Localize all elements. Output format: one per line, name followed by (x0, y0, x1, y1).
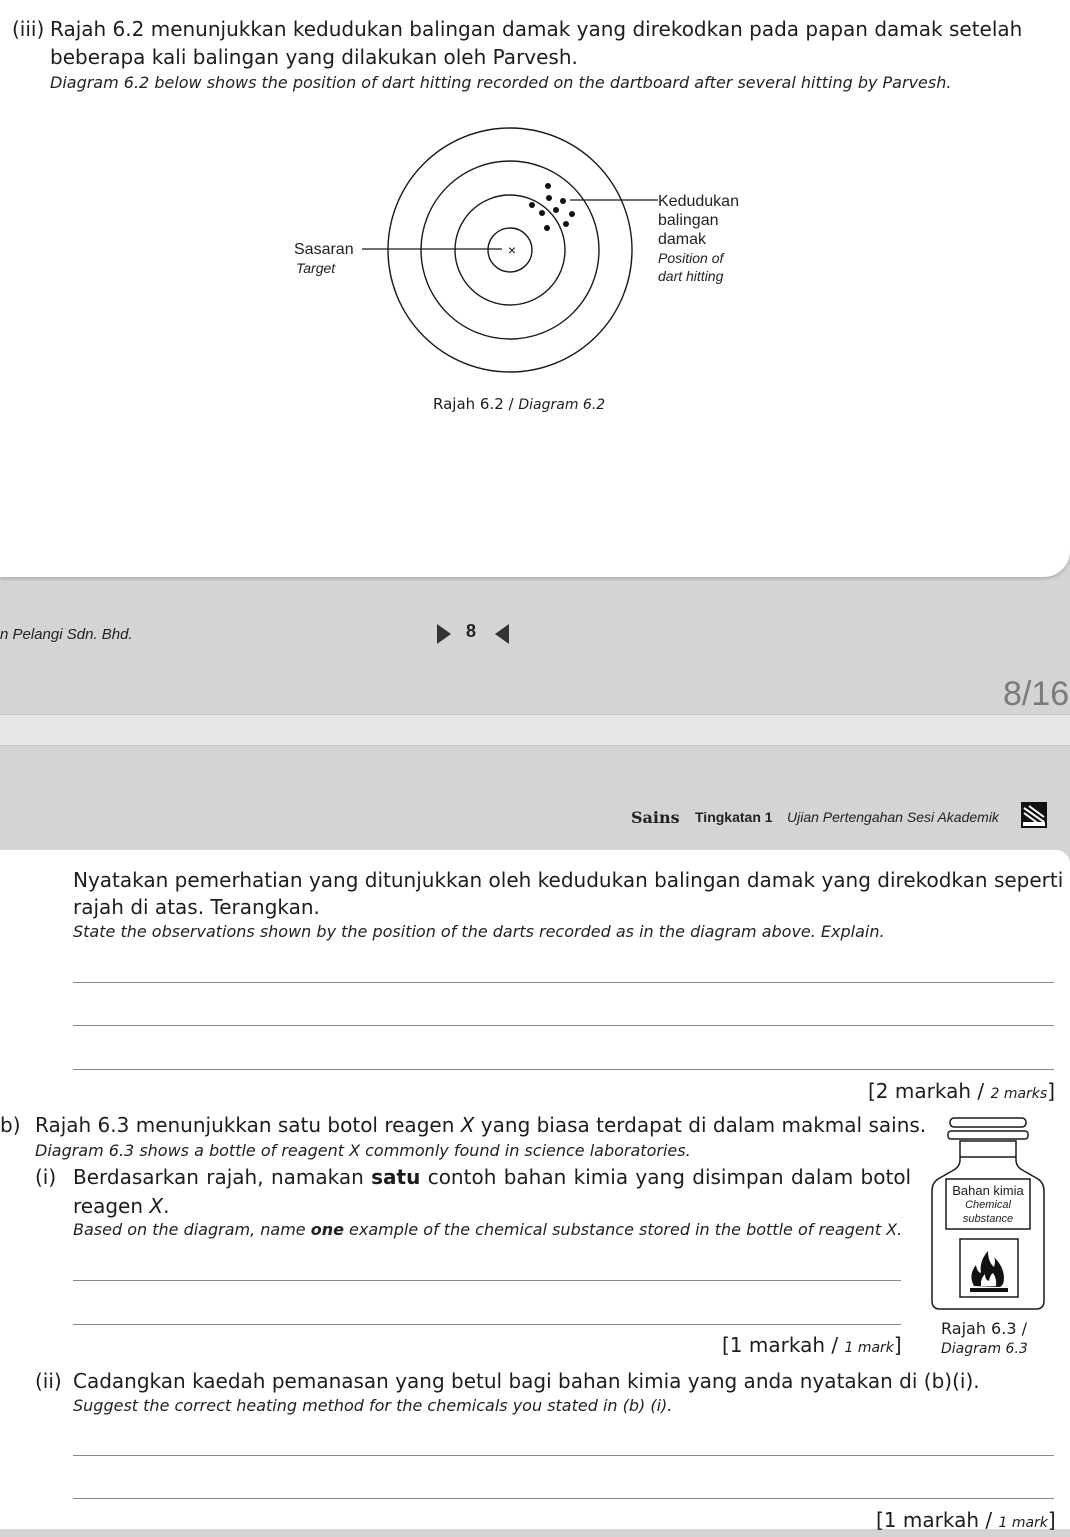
dart-hit (539, 210, 545, 216)
q-bi-eng-pre: Based on the diagram, name (73, 1220, 311, 1239)
label-target-english: Target (296, 260, 336, 276)
q-bi-eng-bold: one (310, 1220, 344, 1239)
obs-question-malay-line1: Nyatakan pemerhatian yang ditunjukkan oleh kedudukan balingan damak yang direkodkan seperti (73, 868, 1064, 892)
label-position-english-1: Position of (658, 250, 724, 266)
answer-line (73, 1069, 1054, 1070)
page-divider-strip (0, 714, 1070, 746)
question-bii-english: Suggest the correct heating method for the chemicals you stated in (b) (i). (73, 1396, 673, 1415)
page-counter: 8/16 (1003, 675, 1070, 713)
q-b-malay-x: X (460, 1113, 475, 1137)
marks-3 (876, 1507, 1056, 1537)
q-b-malay-pre: Rajah 6.3 menunjukkan satu botol reagen (35, 1113, 461, 1137)
answer-line (73, 1025, 1054, 1026)
page-number: 8 (466, 621, 477, 641)
bottle-caption-english: Diagram 6.3 (941, 1341, 1028, 1357)
marks-2-english: 2 marks (990, 1086, 1048, 1102)
marks-3-english: 1 mark (998, 1515, 1048, 1531)
dart-hit (544, 225, 550, 231)
bottle-stopper-top (950, 1118, 1026, 1127)
publisher-name: n Pelangi Sdn. Bhd. (0, 626, 133, 643)
marks-3-malay: [1 markah / (876, 1508, 999, 1532)
question-bi-number: (i) (35, 1165, 57, 1189)
label-position-english-2: dart hitting (658, 268, 724, 284)
marks-1-malay: [1 markah / (722, 1333, 845, 1357)
marks-1-english: 1 mark (844, 1340, 894, 1356)
question-iii-english: Diagram 6.2 below shows the position of dart hitting recorded on the dartboard after several hitting by Parvesh. (50, 73, 952, 92)
diagram-6-2-caption (433, 395, 605, 413)
header-exam: Ujian Pertengahan Sesi Akademik (787, 809, 999, 825)
label-position-malay-2: balingan (658, 212, 719, 229)
dart-hit (563, 221, 569, 227)
obs-question-malay-line2: rajah di atas. Terangkan. (73, 895, 320, 919)
marks-3-close: ] (1047, 1508, 1056, 1532)
answer-line (73, 1324, 901, 1325)
marks-2-malay: [2 markah / (868, 1079, 991, 1103)
answer-line (73, 982, 1054, 983)
bottle-label-english-2: substance (962, 1213, 1014, 1225)
marks-2 (868, 1078, 1055, 1108)
caption-english: Diagram 6.2 (518, 397, 606, 413)
answer-line (73, 1280, 901, 1281)
question-b-english: Diagram 6.3 shows a bottle of reagent X commonly found in science laboratories. (35, 1141, 691, 1160)
caption-malay: Rajah 6.2 / (433, 395, 519, 413)
answer-line (73, 1455, 1054, 1456)
page-arrow-right-icon (437, 624, 451, 644)
dart-hit (553, 207, 559, 213)
q-bi-malay-post: contoh bahan kimia yang disimpan dalam botol (420, 1165, 912, 1189)
question-iii-malay-line2: beberapa kali balingan yang dilakukan oleh Parvesh. (50, 45, 578, 69)
marks-1-close: ] (893, 1333, 902, 1357)
question-bi-malay-line1 (73, 1164, 911, 1191)
q-bi-line2-x: X (149, 1194, 164, 1218)
marks-2-close: ] (1047, 1079, 1056, 1103)
q-bi-line2-post: . (163, 1194, 170, 1218)
question-bi-malay-line2 (73, 1193, 169, 1220)
q-bi-malay-bold: satu (371, 1165, 421, 1189)
question-b-number: b) (0, 1113, 21, 1137)
header-form: Tingkatan 1 (695, 809, 773, 825)
bottle-label-english-1: Chemical (965, 1199, 1011, 1211)
marks-1 (722, 1332, 902, 1362)
question-bii-malay: Cadangkan kaedah pemanasan yang betul bagi bahan kimia yang anda nyatakan di (b)(i). (73, 1369, 980, 1393)
center-mark: × (507, 242, 517, 258)
q-bi-malay-pre: Berdasarkan rajah, namakan (73, 1165, 372, 1189)
bottle-label-malay: Bahan kimia (952, 1183, 1024, 1198)
question-bi-english (73, 1219, 902, 1241)
bottle-caption-malay: Rajah 6.3 / (941, 1319, 1027, 1338)
header-subject: Sains (631, 808, 680, 827)
obs-question-english: State the observations shown by the position of the darts recorded as in the diagram above. Explain. (73, 922, 885, 941)
question-iii-malay-line1: Rajah 6.2 menunjukkan kedudukan balingan damak yang direkodkan pada papan damak setelah (50, 17, 1023, 41)
question-iii-number: (iii) (12, 17, 45, 41)
dart-hit (529, 202, 535, 208)
label-position-malay-3: damak (658, 231, 707, 248)
label-position-malay-1: Kedudukan (658, 193, 739, 210)
dart-hit (546, 195, 552, 201)
bottle-stopper-collar (948, 1131, 1028, 1139)
page-arrow-left-icon (495, 624, 509, 644)
question-bii-number: (ii) (35, 1369, 62, 1393)
publisher-logo-icon (1021, 802, 1047, 828)
question-b-malay (35, 1112, 926, 1139)
q-bi-line2-pre: reagen (73, 1194, 150, 1218)
answer-line (73, 1498, 1054, 1499)
q-b-malay-post: yang biasa terdapat di dalam makmal sains. (474, 1113, 927, 1137)
dart-hit (545, 183, 551, 189)
label-target-malay: Sasaran (294, 241, 354, 258)
dart-hit (560, 198, 566, 204)
dart-hits (529, 183, 575, 231)
dart-hit (569, 211, 575, 217)
q-bi-eng-post: example of the chemical substance stored in the bottle of reagent X. (343, 1220, 903, 1239)
